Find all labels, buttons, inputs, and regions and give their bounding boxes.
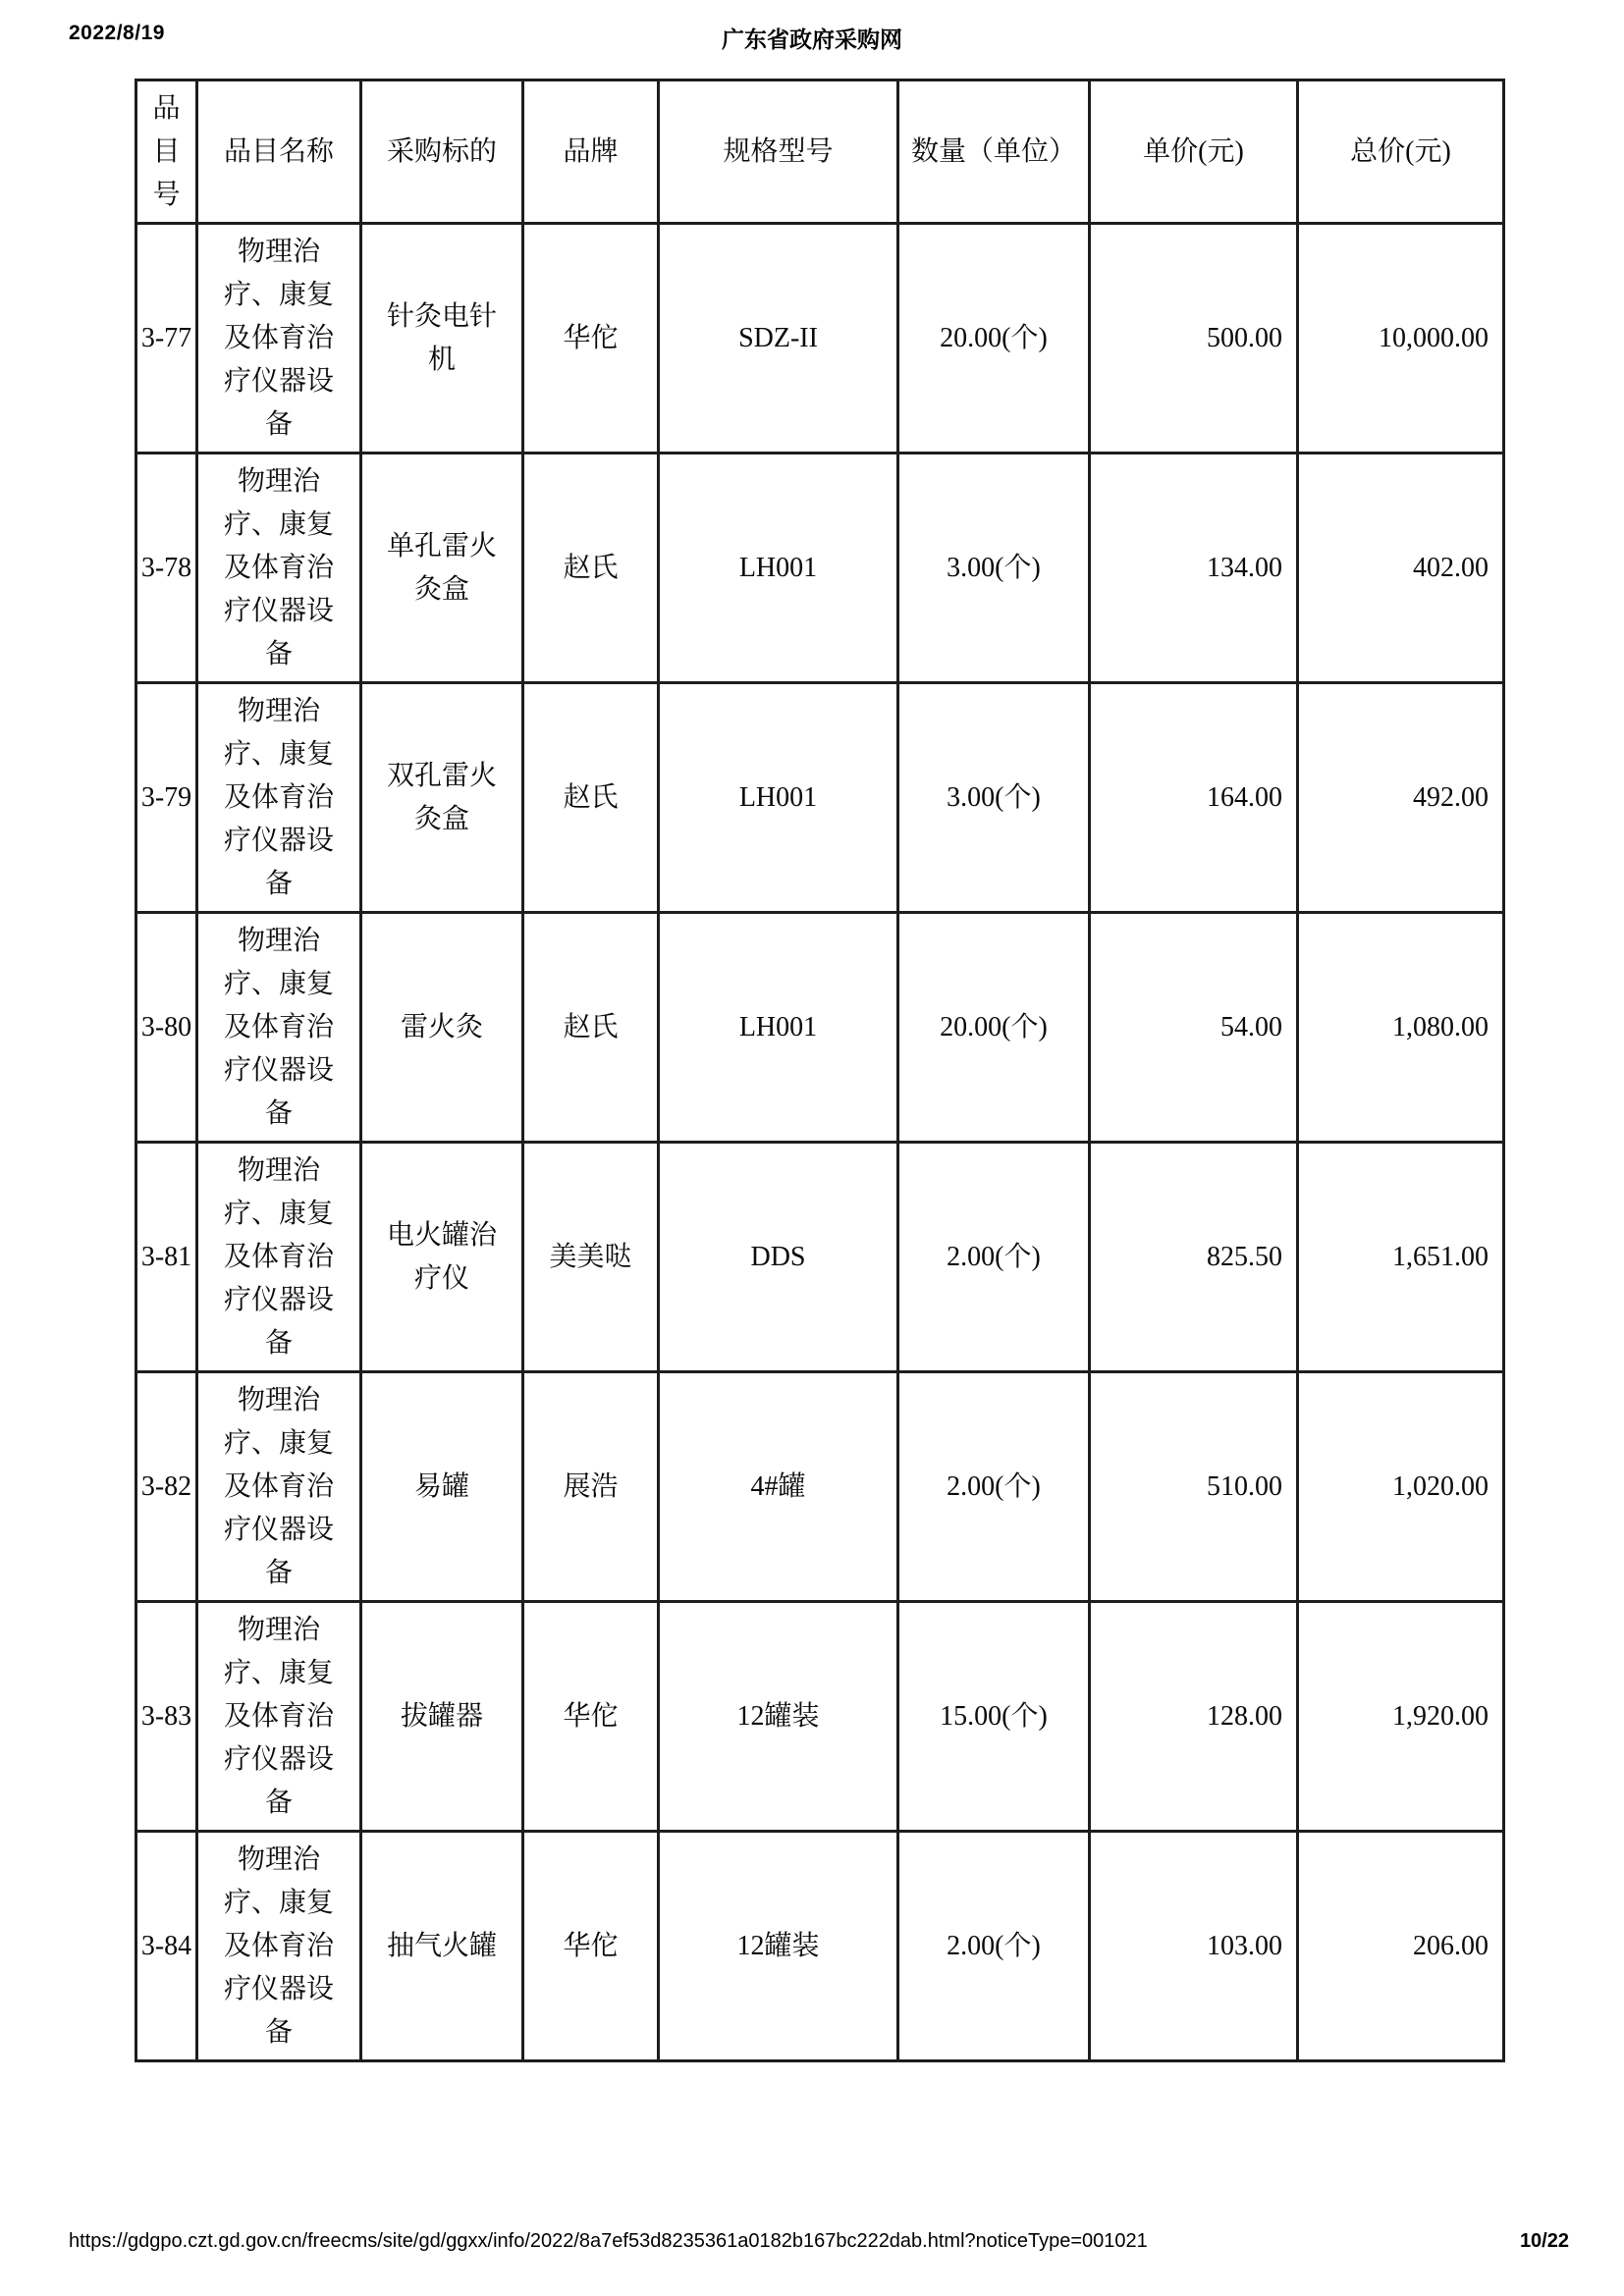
cell-model: LH001 [659,454,898,683]
cell-item-no: 3-82 [136,1372,197,1602]
cell-brand: 华佗 [523,224,659,454]
cell-quantity: 20.00(个) [898,224,1090,454]
cell-item-no: 3-79 [136,683,197,913]
col-header-unit-price: 单价(元) [1090,80,1298,224]
cell-item-name: 物理治疗、康复及体育治疗仪器设备 [197,1832,361,2061]
cell-total-price: 1,651.00 [1298,1143,1504,1372]
cell-target: 抽气火罐 [361,1832,523,2061]
cell-item-name: 物理治疗、康复及体育治疗仪器设备 [197,913,361,1143]
cell-model: DDS [659,1143,898,1372]
cell-model: 4#罐 [659,1372,898,1602]
cell-target: 雷火灸 [361,913,523,1143]
cell-unit-price: 134.00 [1090,454,1298,683]
cell-target: 双孔雷火灸盒 [361,683,523,913]
cell-unit-price: 510.00 [1090,1372,1298,1602]
col-header-model: 规格型号 [659,80,898,224]
cell-item-name: 物理治疗、康复及体育治疗仪器设备 [197,1143,361,1372]
cell-total-price: 1,080.00 [1298,913,1504,1143]
table-row [136,1143,1504,1372]
col-header-item-no: 品目号 [136,80,197,224]
cell-unit-price: 500.00 [1090,224,1298,454]
cell-quantity: 3.00(个) [898,454,1090,683]
cell-model: LH001 [659,913,898,1143]
cell-quantity: 2.00(个) [898,1832,1090,2061]
cell-brand: 华佗 [523,1832,659,2061]
table-header-row [136,80,1504,224]
cell-target: 针灸电针机 [361,224,523,454]
cell-item-name: 物理治疗、康复及体育治疗仪器设备 [197,1602,361,1832]
print-date: 2022/8/19 [69,22,165,44]
cell-item-no: 3-80 [136,913,197,1143]
cell-brand: 展浩 [523,1372,659,1602]
cell-brand: 华佗 [523,1602,659,1832]
cell-unit-price: 103.00 [1090,1832,1298,2061]
cell-quantity: 15.00(个) [898,1602,1090,1832]
cell-unit-price: 128.00 [1090,1602,1298,1832]
cell-unit-price: 164.00 [1090,683,1298,913]
cell-unit-price: 825.50 [1090,1143,1298,1372]
cell-model: SDZ-II [659,224,898,454]
cell-model: LH001 [659,683,898,913]
cell-model: 12罐装 [659,1832,898,2061]
cell-brand: 赵氏 [523,683,659,913]
cell-target: 单孔雷火灸盒 [361,454,523,683]
cell-item-no: 3-77 [136,224,197,454]
cell-quantity: 2.00(个) [898,1372,1090,1602]
col-header-quantity: 数量（单位） [898,80,1090,224]
cell-quantity: 20.00(个) [898,913,1090,1143]
cell-item-no: 3-78 [136,454,197,683]
col-header-item-name: 品目名称 [197,80,361,224]
cell-item-name: 物理治疗、康复及体育治疗仪器设备 [197,1372,361,1602]
cell-quantity: 3.00(个) [898,683,1090,913]
table-row [136,1832,1504,2061]
cell-brand: 美美哒 [523,1143,659,1372]
table-row [136,224,1504,454]
cell-quantity: 2.00(个) [898,1143,1090,1372]
cell-item-no: 3-81 [136,1143,197,1372]
col-header-target: 采购标的 [361,80,523,224]
cell-item-no: 3-83 [136,1602,197,1832]
cell-target: 易罐 [361,1372,523,1602]
col-header-total-price: 总价(元) [1298,80,1504,224]
cell-item-no: 3-84 [136,1832,197,2061]
page-number-indicator: 10/22 [1519,2230,1569,2252]
table-row [136,1372,1504,1602]
cell-total-price: 402.00 [1298,454,1504,683]
cell-brand: 赵氏 [523,454,659,683]
cell-target: 电火罐治疗仪 [361,1143,523,1372]
procurement-items-table [135,79,1505,2062]
cell-total-price: 206.00 [1298,1832,1504,2061]
cell-model: 12罐装 [659,1602,898,1832]
table-row [136,1602,1504,1832]
cell-total-price: 1,020.00 [1298,1372,1504,1602]
table-row [136,913,1504,1143]
col-header-brand: 品牌 [523,80,659,224]
cell-item-name: 物理治疗、康复及体育治疗仪器设备 [197,224,361,454]
table-row [136,454,1504,683]
cell-target: 拔罐器 [361,1602,523,1832]
cell-total-price: 1,920.00 [1298,1602,1504,1832]
print-footer-url: https://gdgpo.czt.gd.gov.cn/freecms/site/gd/ggxx/info/2022/8a7ef53d8235361a0182b167bc222dab.html?noticeType=001021 [69,2230,1148,2252]
cell-total-price: 492.00 [1298,683,1504,913]
table-row [136,683,1504,913]
cell-item-name: 物理治疗、康复及体育治疗仪器设备 [197,454,361,683]
cell-item-name: 物理治疗、康复及体育治疗仪器设备 [197,683,361,913]
site-title: 广东省政府采购网 [722,27,902,52]
cell-brand: 赵氏 [523,913,659,1143]
cell-total-price: 10,000.00 [1298,224,1504,454]
cell-unit-price: 54.00 [1090,913,1298,1143]
